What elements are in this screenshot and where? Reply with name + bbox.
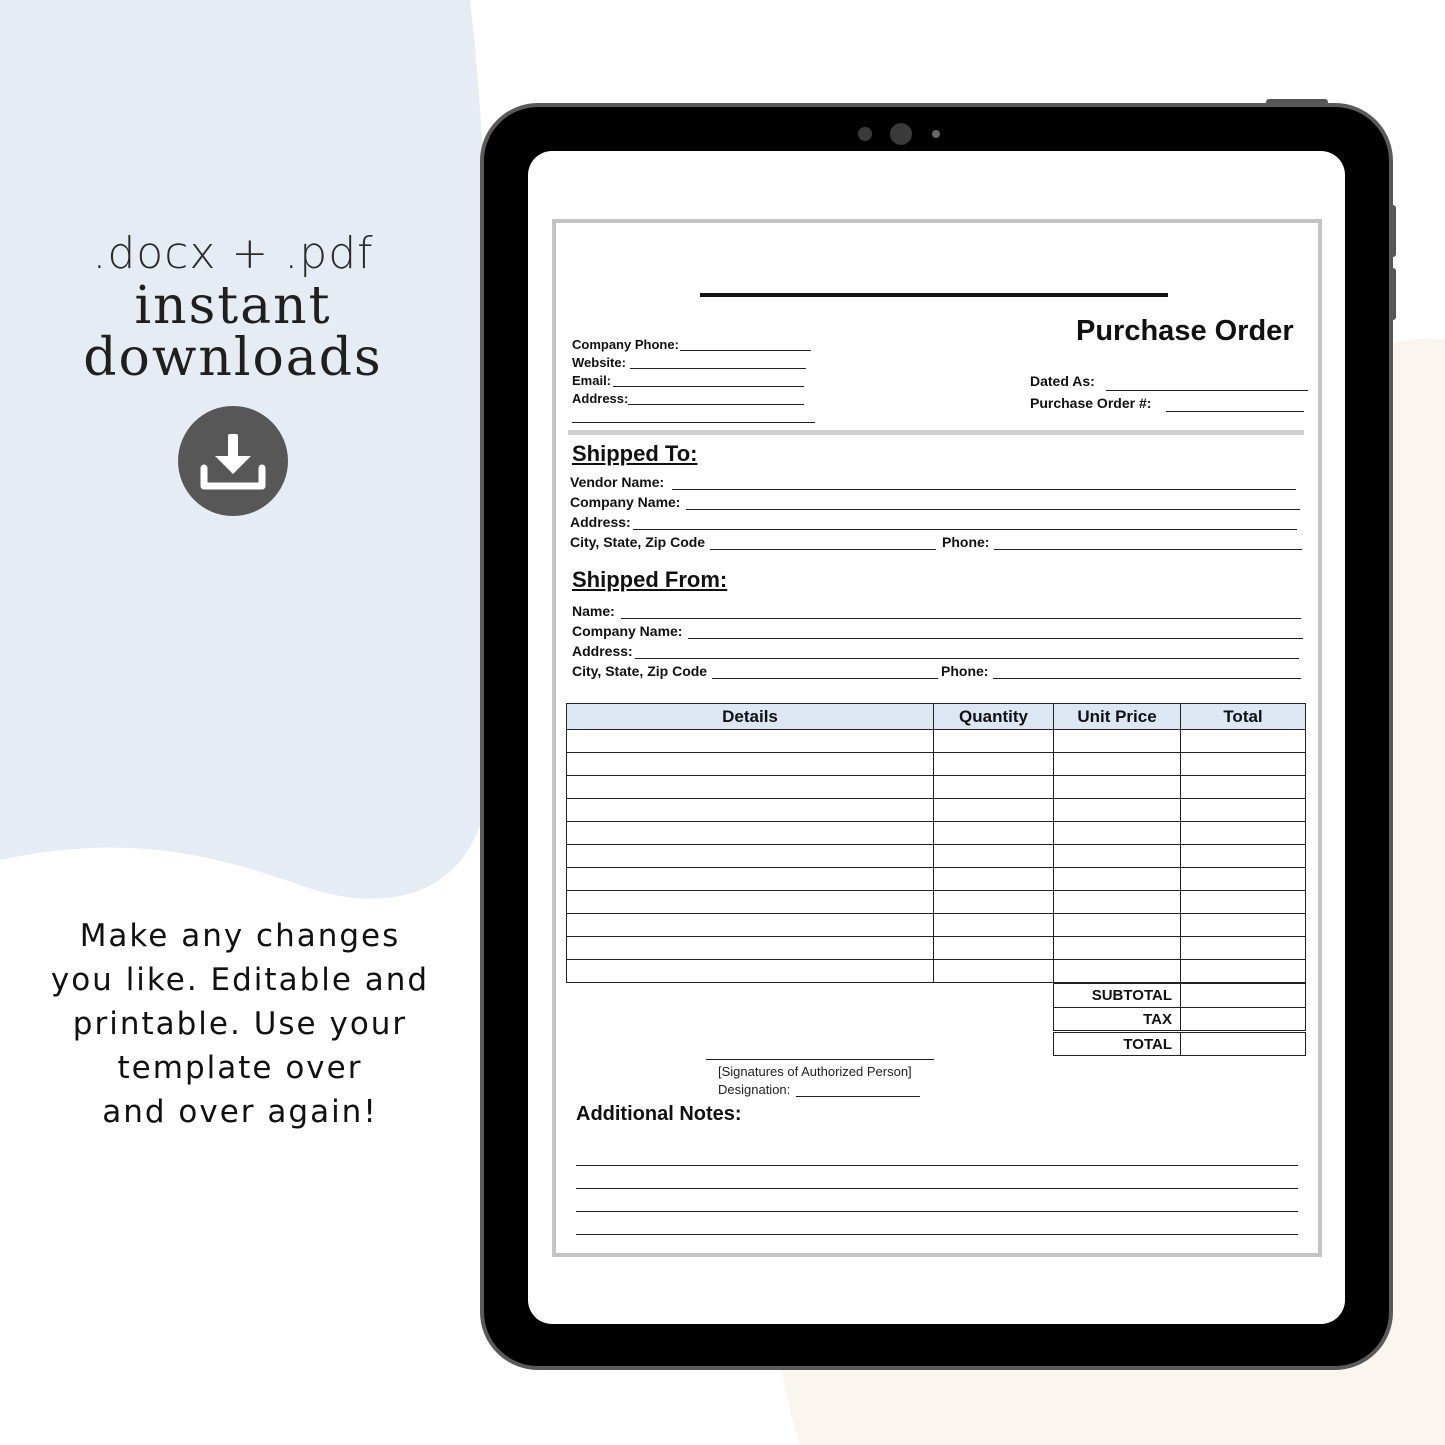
unit-price-cell[interactable]	[1054, 776, 1181, 799]
to-address-field[interactable]	[633, 529, 1297, 530]
dated-as-field[interactable]	[1106, 390, 1308, 391]
from-name-label: Name:	[572, 603, 615, 619]
document-title: Purchase Order	[1076, 315, 1294, 347]
signature-line[interactable]	[706, 1059, 934, 1060]
website-field[interactable]	[630, 368, 806, 369]
details-cell[interactable]	[567, 960, 934, 983]
from-city-state-zip-label: City, State, Zip Code	[572, 663, 708, 679]
designation-field[interactable]	[796, 1096, 920, 1097]
notes-line[interactable]	[576, 1188, 1298, 1189]
promo-body-line: printable. Use your	[72, 1006, 408, 1042]
total-cell[interactable]	[1181, 776, 1306, 799]
table-row	[567, 960, 1306, 983]
total-column-header: Total	[1181, 704, 1306, 730]
promo-description	[30, 914, 450, 1134]
quantity-cell[interactable]	[934, 753, 1054, 776]
promo-heading	[40, 228, 426, 388]
unit-price-cell[interactable]	[1054, 753, 1181, 776]
po-number-label: Purchase Order #:	[1030, 395, 1152, 411]
details-cell[interactable]	[567, 799, 934, 822]
table-row	[567, 845, 1306, 868]
notes-line[interactable]	[576, 1211, 1298, 1212]
table-row	[567, 822, 1306, 845]
to-phone-label: Phone:	[942, 534, 990, 550]
quantity-cell[interactable]	[934, 799, 1054, 822]
unit-price-cell[interactable]	[1054, 845, 1181, 868]
table-row	[567, 799, 1306, 822]
unit-price-cell[interactable]	[1054, 914, 1181, 937]
unit-price-cell[interactable]	[1054, 799, 1181, 822]
total-cell[interactable]	[1181, 822, 1306, 845]
table-row	[567, 891, 1306, 914]
quantity-cell[interactable]	[934, 868, 1054, 891]
totals-table	[1053, 983, 1306, 1056]
total-label: TOTAL	[1054, 1032, 1181, 1056]
details-cell[interactable]	[567, 868, 934, 891]
subtotal-field[interactable]	[1181, 984, 1306, 1008]
total-cell[interactable]	[1181, 845, 1306, 868]
dated-as-label: Dated As:	[1030, 373, 1095, 389]
vendor-name-label: Vendor Name:	[570, 474, 665, 490]
quantity-cell[interactable]	[934, 776, 1054, 799]
quantity-cell[interactable]	[934, 822, 1054, 845]
unit-price-cell[interactable]	[1054, 868, 1181, 891]
details-cell[interactable]	[567, 937, 934, 960]
quantity-cell[interactable]	[934, 845, 1054, 868]
tablet-screen	[528, 151, 1345, 1324]
details-column-header: Details	[567, 704, 934, 730]
from-name-field[interactable]	[621, 618, 1301, 619]
download-button[interactable]	[178, 406, 288, 516]
from-address-label: Address:	[572, 643, 633, 659]
quantity-cell[interactable]	[934, 730, 1054, 753]
table-row	[567, 730, 1306, 753]
to-company-name-field[interactable]	[686, 509, 1300, 510]
subtotal-label: SUBTOTAL	[1054, 984, 1181, 1008]
address-field-line-2[interactable]	[572, 422, 815, 423]
company-phone-field[interactable]	[680, 350, 811, 351]
tablet-camera	[890, 123, 912, 145]
total-cell[interactable]	[1181, 730, 1306, 753]
tablet-sensor	[858, 127, 872, 141]
to-city-state-zip-label: City, State, Zip Code	[570, 534, 706, 550]
quantity-cell[interactable]	[934, 914, 1054, 937]
line-items-body	[567, 730, 1306, 983]
to-company-name-label: Company Name:	[570, 494, 681, 510]
address-label: Address:	[572, 391, 629, 406]
signature-caption: [Signatures of Authorized Person]	[718, 1064, 912, 1079]
email-label: Email:	[572, 373, 612, 388]
from-company-name-field[interactable]	[688, 638, 1303, 639]
tax-row	[1054, 1008, 1306, 1032]
details-cell[interactable]	[567, 730, 934, 753]
notes-line[interactable]	[576, 1165, 1298, 1166]
table-row	[567, 937, 1306, 960]
table-row	[567, 914, 1306, 937]
total-row	[1054, 1032, 1306, 1056]
table-row	[567, 776, 1306, 799]
unit-price-cell[interactable]	[1054, 730, 1181, 753]
total-cell[interactable]	[1181, 914, 1306, 937]
total-cell[interactable]	[1181, 960, 1306, 983]
unit-price-cell[interactable]	[1054, 822, 1181, 845]
company-name-line	[700, 293, 1168, 297]
tax-field[interactable]	[1181, 1008, 1306, 1032]
unit-price-cell[interactable]	[1054, 937, 1181, 960]
email-field[interactable]	[613, 386, 804, 387]
from-phone-field[interactable]	[993, 678, 1301, 679]
to-city-state-zip-field[interactable]	[710, 549, 936, 550]
additional-notes-heading: Additional Notes:	[576, 1103, 742, 1125]
promo-body-line: you like. Editable and	[50, 962, 430, 998]
download-icon	[200, 430, 266, 492]
from-address-field[interactable]	[635, 658, 1299, 659]
tablet-light-sensor	[932, 130, 940, 138]
from-phone-label: Phone:	[941, 663, 989, 679]
quantity-cell[interactable]	[934, 891, 1054, 914]
header-divider	[568, 430, 1304, 435]
shipped-to-heading: Shipped To:	[572, 441, 698, 466]
total-cell[interactable]	[1181, 891, 1306, 914]
subtotal-row	[1054, 984, 1306, 1008]
total-cell[interactable]	[1181, 937, 1306, 960]
table-row	[567, 868, 1306, 891]
unit-price-cell[interactable]	[1054, 960, 1181, 983]
line-items-table	[566, 703, 1306, 983]
unit-price-column-header: Unit Price	[1054, 704, 1181, 730]
table-header-row	[567, 704, 1306, 730]
from-company-name-label: Company Name:	[572, 623, 683, 639]
to-phone-field[interactable]	[994, 549, 1302, 550]
from-city-state-zip-field[interactable]	[712, 678, 938, 679]
promo-body-line: Make any changes	[79, 918, 401, 954]
tax-label: TAX	[1054, 1008, 1181, 1032]
promo-body-line: and over again!	[102, 1094, 378, 1130]
details-cell[interactable]	[567, 845, 934, 868]
company-phone-label: Company Phone:	[572, 337, 679, 352]
tablet-frame	[480, 103, 1393, 1370]
shipped-from-heading: Shipped From:	[572, 567, 728, 592]
details-cell[interactable]	[567, 891, 934, 914]
details-cell[interactable]	[567, 776, 934, 799]
details-cell[interactable]	[567, 914, 934, 937]
details-cell[interactable]	[567, 753, 934, 776]
table-row	[567, 753, 1306, 776]
to-address-label: Address:	[570, 514, 631, 530]
total-cell[interactable]	[1181, 799, 1306, 822]
po-number-field[interactable]	[1166, 411, 1304, 412]
total-field[interactable]	[1181, 1032, 1306, 1056]
quantity-cell[interactable]	[934, 960, 1054, 983]
promo-format-line: .docx + .pdf	[92, 228, 374, 279]
website-label: Website:	[572, 355, 626, 370]
details-cell[interactable]	[567, 822, 934, 845]
total-cell[interactable]	[1181, 868, 1306, 891]
quantity-cell[interactable]	[934, 937, 1054, 960]
quantity-column-header: Quantity	[934, 704, 1054, 730]
vendor-name-field[interactable]	[672, 489, 1296, 490]
promo-instant-line: instant	[134, 276, 332, 336]
promo-downloads-line: downloads	[83, 328, 383, 388]
address-field[interactable]	[628, 404, 804, 405]
designation-label: Designation:	[718, 1082, 791, 1097]
notes-line[interactable]	[576, 1234, 1298, 1235]
total-cell[interactable]	[1181, 753, 1306, 776]
promo-body-line: template over	[117, 1050, 363, 1086]
unit-price-cell[interactable]	[1054, 891, 1181, 914]
